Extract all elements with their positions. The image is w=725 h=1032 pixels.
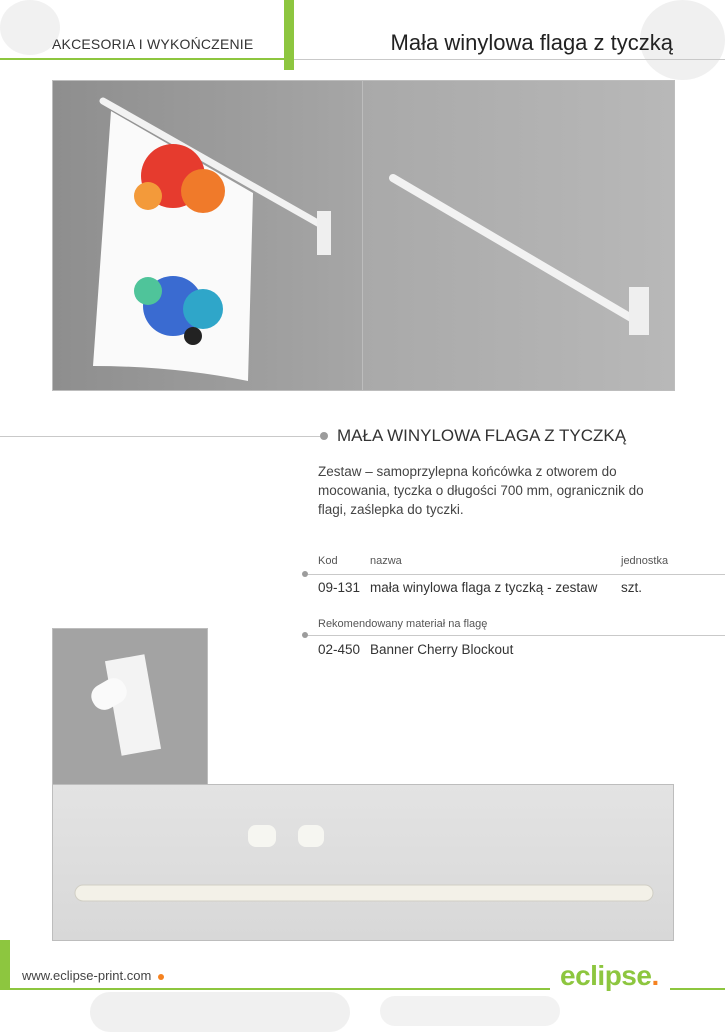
- flag-photo: [52, 80, 363, 391]
- col-name-header: nazwa: [370, 555, 402, 567]
- col-unit-header: jednostka: [621, 555, 669, 567]
- pole-illustration: [363, 81, 674, 390]
- website-link[interactable]: [22, 968, 164, 983]
- table-rule: [308, 635, 725, 636]
- eclipse-logo: [560, 960, 659, 992]
- section-rule: [0, 436, 320, 437]
- parts-illustration: [53, 785, 673, 940]
- bracket-photo: [52, 628, 208, 785]
- website-url[interactable]: www.eclipse-print.com: [22, 968, 152, 983]
- footer-green-rule: [670, 988, 725, 990]
- recommended-label: Rekomendowany materiał na flagę: [318, 618, 488, 630]
- flag-illustration: [53, 81, 362, 390]
- recommended-code: 02-450: [318, 642, 361, 657]
- decor-splatter: [380, 996, 560, 1026]
- parts-photo: [52, 784, 674, 941]
- product-heading: MAŁA WINYLOWA FLAGA Z TYCZKĄ: [337, 426, 627, 445]
- logo-text: eclipse: [560, 960, 652, 991]
- footer-accent-bar: [0, 940, 10, 990]
- url-bullet-icon: [158, 974, 164, 980]
- row-unit: szt.: [621, 580, 643, 595]
- pole-photo: [362, 80, 675, 391]
- decor-splatter: [0, 0, 60, 55]
- row-code: 09-131: [318, 580, 361, 595]
- section-bullet: [320, 432, 328, 440]
- decor-splatter: [90, 992, 350, 1032]
- row-name: mała winylowa flaga z tyczką - zestaw: [370, 580, 598, 595]
- page-title: Mała winylowa flaga z tyczką: [390, 30, 673, 55]
- recommended-name: Banner Cherry Blockout: [370, 642, 514, 657]
- product-description: Zestaw – samoprzylepna końcówka z otworem do mocowania, tyczka o długości 700 mm, ogranicznik do flagi, zaślepka do tyczki.: [318, 464, 644, 517]
- footer-green-rule: [0, 988, 550, 990]
- bracket-illustration: [53, 629, 207, 784]
- category-label: AKCESORIA I WYKOŃCZENIE: [52, 36, 254, 52]
- header-green-rule: [0, 58, 284, 60]
- header-gray-rule: [294, 59, 725, 60]
- logo-dot-icon: .: [651, 960, 659, 991]
- header-accent-bar: [284, 0, 294, 70]
- table-rule: [308, 574, 725, 575]
- col-code-header: Kod: [318, 555, 338, 567]
